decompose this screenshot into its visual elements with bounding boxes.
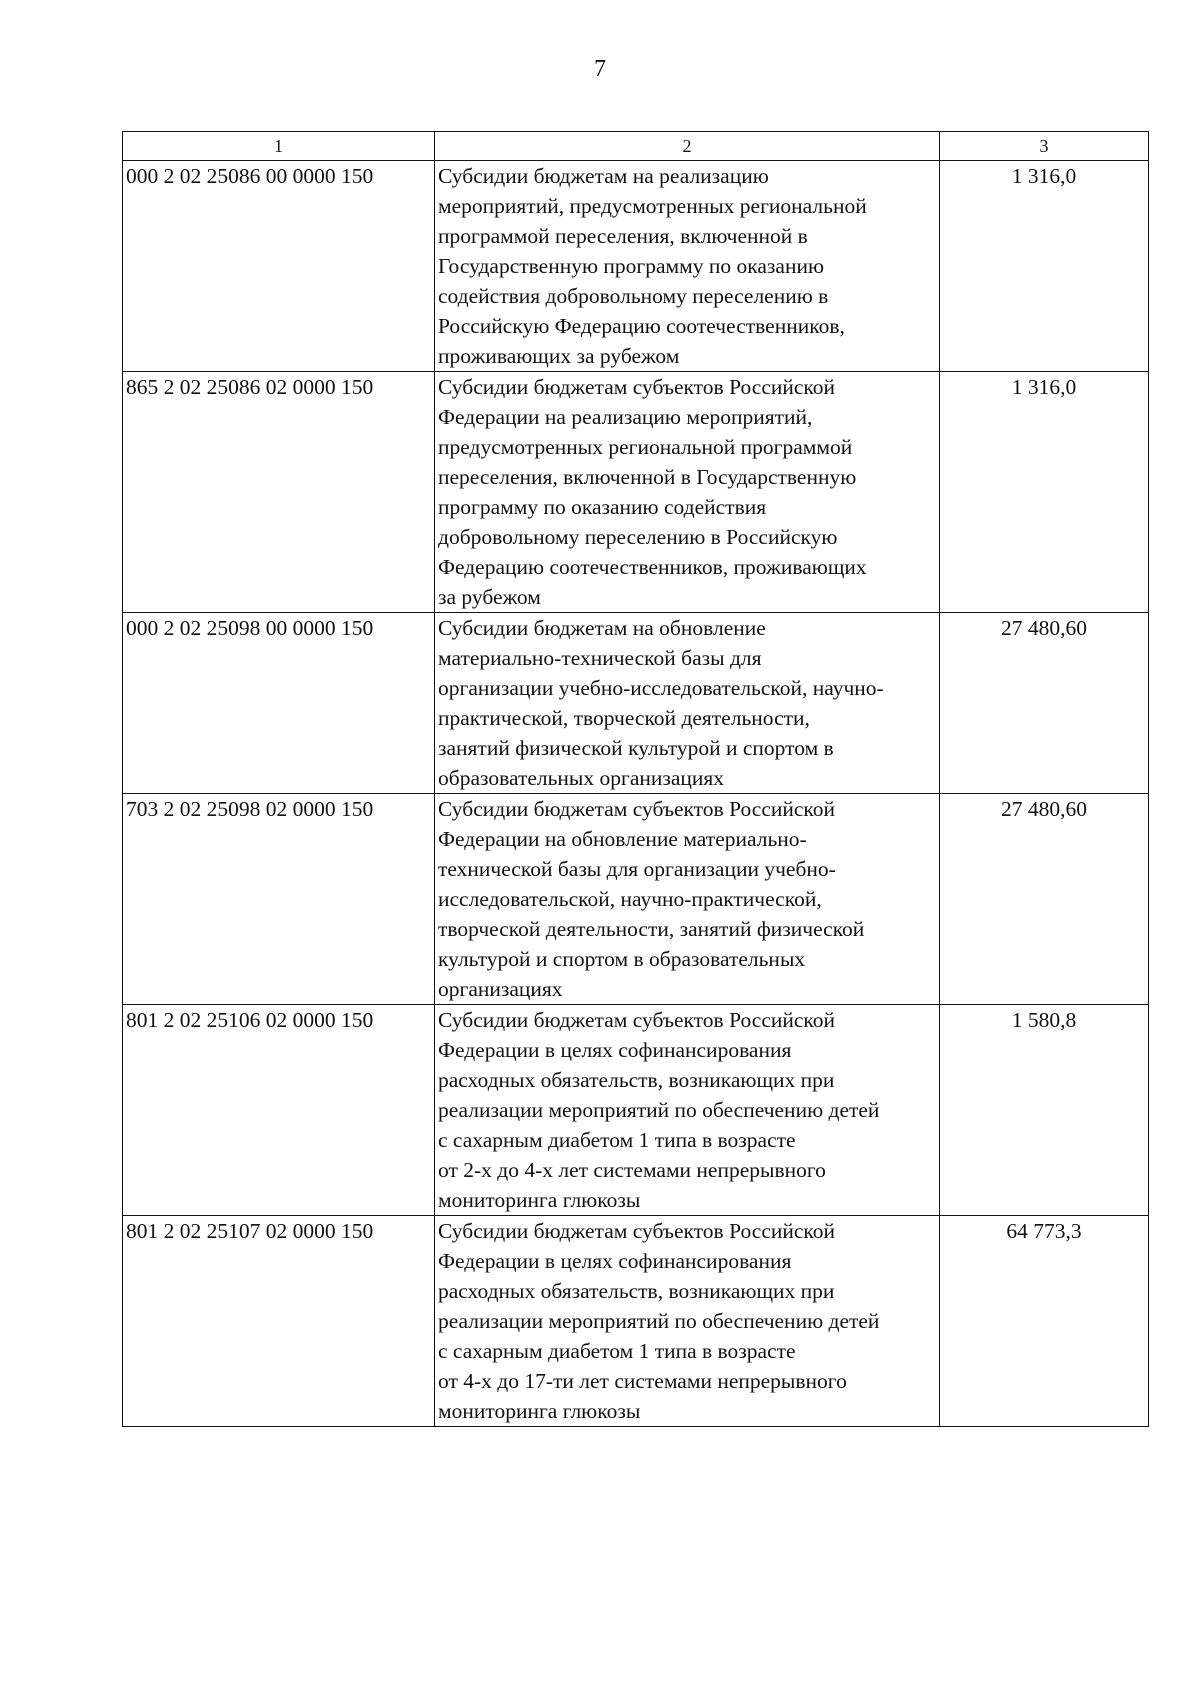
description-cell	[435, 1216, 940, 1427]
description-line: Субсидии бюджетам субъектов Российской	[438, 375, 836, 399]
amount-cell: 1 580,8	[940, 1005, 1149, 1216]
table-header-row	[123, 132, 1149, 161]
description-line: культурой и спортом в образовательных	[438, 947, 806, 971]
description-line: Федерации на обновление материально-	[438, 827, 807, 851]
budget-code-cell: 000 2 02 25098 00 0000 150	[123, 613, 435, 794]
description-line: добровольному переселению в Российскую	[438, 525, 838, 549]
description-line: организациях	[438, 977, 563, 1001]
table-row	[123, 1216, 1149, 1427]
description-line: организации учебно-исследовательской, научно-	[438, 676, 884, 700]
budget-code-cell: 801 2 02 25106 02 0000 150	[123, 1005, 435, 1216]
description-line: Федерации в целях софинансирования	[438, 1038, 792, 1062]
description-line: переселения, включенной в Государственную	[438, 465, 857, 489]
description-line: технической базы для организации учебно-	[438, 857, 836, 881]
description-line: Федерации в целях софинансирования	[438, 1249, 792, 1273]
amount-cell: 27 480,60	[940, 794, 1149, 1005]
description-line: за рубежом	[438, 585, 541, 609]
description-line: проживающих за рубежом	[438, 344, 680, 368]
description-cell	[435, 794, 940, 1005]
amount-cell: 27 480,60	[940, 613, 1149, 794]
description-line: содействия добровольному переселению в	[438, 284, 829, 308]
description-line: предусмотренных региональной программой	[438, 435, 853, 459]
amount-cell: 64 773,3	[940, 1216, 1149, 1427]
description-line: мониторинга глюкозы	[438, 1399, 641, 1423]
table-row	[123, 1005, 1149, 1216]
page-number: 7	[594, 56, 606, 82]
budget-code-cell: 703 2 02 25098 02 0000 150	[123, 794, 435, 1005]
description-line: Российскую Федерацию соотечественников,	[438, 314, 845, 338]
description-line: Субсидии бюджетам субъектов Российской	[438, 1008, 836, 1032]
description-line: Субсидии бюджетам субъектов Российской	[438, 1219, 836, 1243]
amount-cell: 1 316,0	[940, 372, 1149, 613]
description-line: с сахарным диабетом 1 типа в возрасте	[438, 1339, 796, 1363]
description-line: Федерацию соотечественников, проживающих	[438, 555, 867, 579]
table-row	[123, 794, 1149, 1005]
table-row	[123, 613, 1149, 794]
description-line: от 4-х до 17-ти лет системами непрерывного	[438, 1369, 847, 1393]
description-cell	[435, 372, 940, 613]
description-line: исследовательской, научно-практической,	[438, 887, 822, 911]
budget-code-cell: 000 2 02 25086 00 0000 150	[123, 161, 435, 372]
description-line: Федерации на реализацию мероприятий,	[438, 405, 813, 429]
budget-table	[122, 131, 1149, 1427]
table-body	[123, 161, 1149, 1427]
table-row	[123, 372, 1149, 613]
description-line: реализации мероприятий по обеспечению детей	[438, 1309, 880, 1333]
budget-code-cell: 865 2 02 25086 02 0000 150	[123, 372, 435, 613]
column-header-1: 1	[123, 132, 435, 161]
description-line: программу по оказанию содействия	[438, 495, 767, 519]
description-line: расходных обязательств, возникающих при	[438, 1068, 835, 1092]
description-cell	[435, 613, 940, 794]
description-line: Субсидии бюджетам на обновление	[438, 616, 766, 640]
column-header-3: 3	[940, 132, 1149, 161]
budget-code-cell: 801 2 02 25107 02 0000 150	[123, 1216, 435, 1427]
description-line: мероприятий, предусмотренных региональной	[438, 194, 867, 218]
description-line: творческой деятельности, занятий физической	[438, 917, 865, 941]
description-line: Государственную программу по оказанию	[438, 254, 825, 278]
description-line: Субсидии бюджетам субъектов Российской	[438, 797, 836, 821]
table-row	[123, 161, 1149, 372]
description-line: программой переселения, включенной в	[438, 224, 808, 248]
description-line: реализации мероприятий по обеспечению детей	[438, 1098, 880, 1122]
column-header-2: 2	[435, 132, 940, 161]
description-cell	[435, 1005, 940, 1216]
description-line: материально-технической базы для	[438, 646, 762, 670]
description-line: мониторинга глюкозы	[438, 1188, 641, 1212]
description-line: от 2-х до 4-х лет системами непрерывного	[438, 1158, 826, 1182]
description-line: Субсидии бюджетам на реализацию	[438, 164, 769, 188]
description-line: занятий физической культурой и спортом в	[438, 736, 834, 760]
description-line: расходных обязательств, возникающих при	[438, 1279, 835, 1303]
amount-cell: 1 316,0	[940, 161, 1149, 372]
description-line: с сахарным диабетом 1 типа в возрасте	[438, 1128, 796, 1152]
description-cell	[435, 161, 940, 372]
description-line: практической, творческой деятельности,	[438, 706, 810, 730]
description-line: образовательных организациях	[438, 766, 725, 790]
